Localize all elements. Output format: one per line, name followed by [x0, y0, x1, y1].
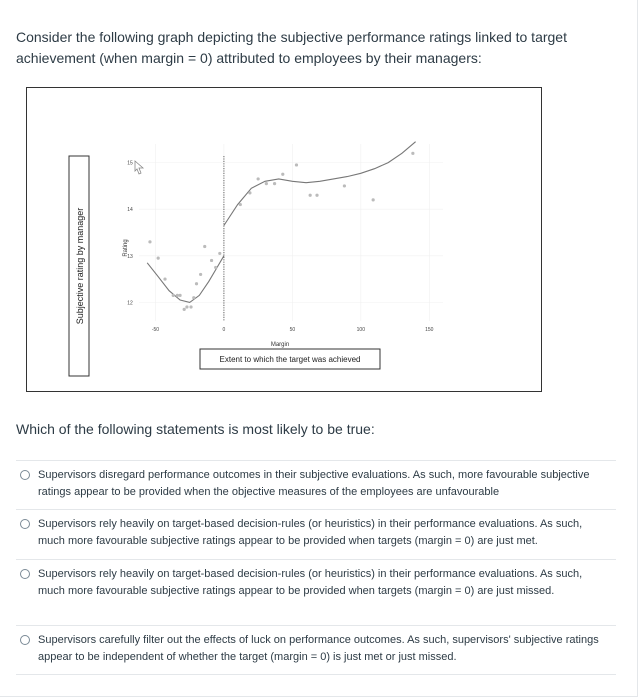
scatter-point — [239, 203, 242, 206]
radio-button-4[interactable] — [20, 635, 30, 645]
answer-option-4-text: Supervisors carefully filter out the effects of luck on performance outcomes. As such, supervisors' subjective ratings appear to be independent of whether the target (margin = 0) is just met or just missed. — [38, 634, 599, 663]
scatter-point — [178, 294, 181, 297]
scatter-point — [203, 245, 206, 248]
radio-button-2[interactable] — [20, 519, 30, 529]
x-annotation-label: Extent to which the target was achieved — [219, 355, 361, 364]
scatter-point — [189, 305, 192, 308]
scatter-point — [257, 177, 260, 180]
scatter-point — [210, 259, 213, 262]
tick-layer — [127, 161, 433, 333]
scatter-point — [295, 163, 298, 166]
x-tick-label: 0 — [222, 327, 226, 333]
y-tick-label: 13 — [127, 253, 133, 260]
y-tick-label: 15 — [127, 160, 133, 167]
answer-list — [16, 460, 616, 675]
scatter-point — [195, 282, 198, 285]
scatter-point — [183, 308, 186, 311]
question-text: Consider the following graph depicting the subjective performance ratings linked to target achievement (when margin = 0) attributed to employees by their managers: — [16, 29, 567, 66]
scatter-point — [281, 173, 284, 176]
scatter-point — [343, 184, 346, 187]
y-tick-label: 14 — [127, 207, 133, 214]
x-tick-label: 150 — [425, 327, 434, 333]
x-tick-label: 50 — [289, 327, 296, 333]
radio-button-3[interactable] — [20, 569, 30, 579]
cursor-mark-icon — [135, 161, 143, 174]
scatter-point — [315, 194, 318, 197]
scatter-point — [192, 296, 195, 299]
y-axis-title: Rating — [123, 239, 129, 257]
question-prompt: Which of the following statements is most likely to be true: — [16, 421, 375, 437]
answer-option-1[interactable] — [16, 460, 616, 509]
scatter-point — [372, 198, 375, 201]
fit-curve-right — [224, 142, 416, 226]
scatter-point — [218, 252, 221, 255]
chart-svg — [27, 88, 543, 393]
scatter-point — [157, 257, 160, 260]
radio-button-1[interactable] — [20, 470, 30, 480]
y-annotation-label: Subjective rating by manager — [75, 207, 85, 325]
x-tick-label: 100 — [356, 327, 366, 333]
y-tick-label: 12 — [127, 300, 133, 307]
grid-layer — [139, 144, 443, 321]
scatter-point — [309, 194, 312, 197]
fit-curve-left — [147, 256, 224, 303]
x-tick-label: -50 — [151, 327, 160, 333]
scatter-point — [163, 277, 166, 280]
scatter-point — [172, 294, 175, 297]
answer-option-1-text: Supervisors disregard performance outcomes in their subjective evaluations. As such, more favourable subjective ratings appear to be provided when the objective measures of the employees are unfavourable — [38, 469, 590, 498]
scatter-point — [185, 305, 188, 308]
answer-option-2[interactable] — [16, 509, 616, 559]
x-axis-title: Margin — [270, 342, 290, 348]
answer-option-4[interactable] — [16, 625, 616, 675]
scatter-point — [214, 266, 217, 269]
y-annotation-group — [69, 156, 89, 376]
answer-option-2-text: Supervisors rely heavily on target-based decision-rules (or heuristics) in their performance evaluations. As such, much more favourable subjective ratings appear to be provided when targets (margin = 0) are just met. — [38, 518, 583, 547]
fit-layer — [147, 142, 415, 303]
answer-option-3-text: Supervisors rely heavily on target-based decision-rules (or heuristics) in their performance evaluations. As such, much more favourable subjective ratings appear to be provided when targets (margin = 0) are just missed. — [38, 568, 583, 597]
point-layer — [148, 152, 414, 311]
scatter-point — [265, 182, 268, 185]
chart-figure — [26, 87, 542, 392]
scatter-point — [273, 182, 276, 185]
answer-option-3[interactable] — [16, 559, 616, 625]
scatter-point — [248, 191, 251, 194]
scatter-point — [148, 240, 151, 243]
scatter-point — [411, 152, 414, 155]
scatter-point — [199, 273, 202, 276]
scatter-point — [176, 294, 179, 297]
